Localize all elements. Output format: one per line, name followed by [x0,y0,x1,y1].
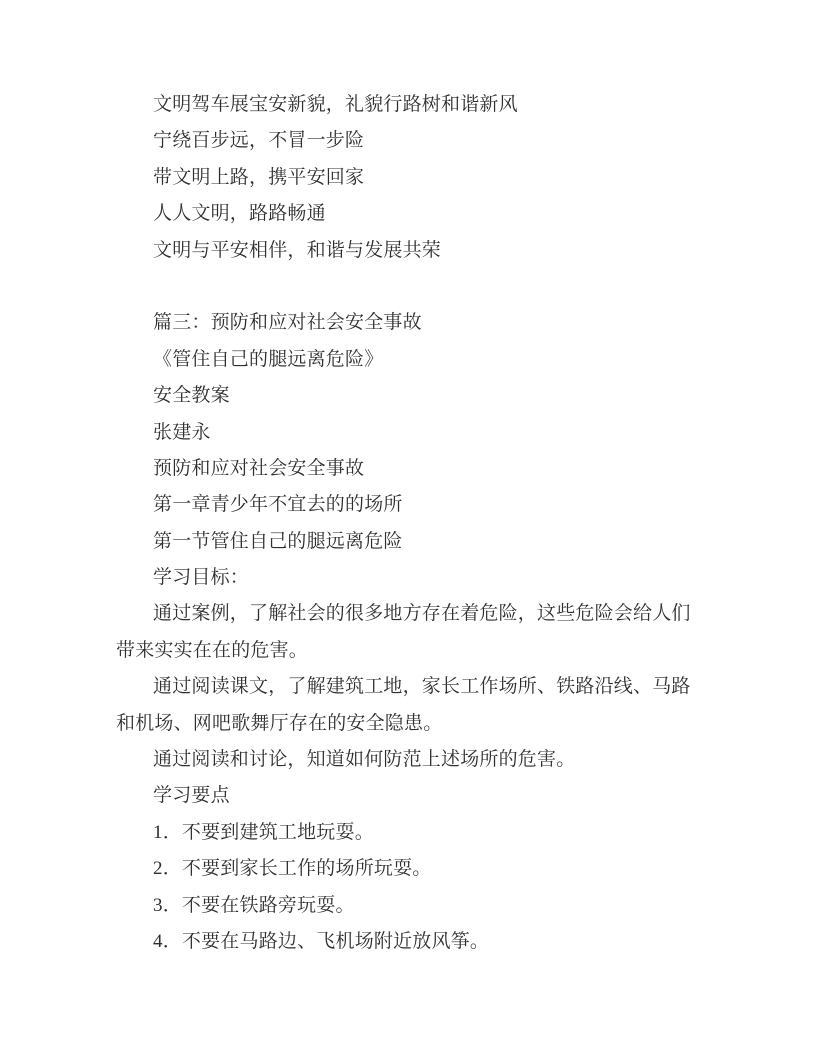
learning-goals-label: 学习目标： [153,567,250,589]
goal-paragraph-2-line-2: 和机场、网吧歌舞厅存在的安全隐患。 [116,712,443,734]
goal-paragraph-1-line-2: 带来实实在在的危害。 [116,639,309,661]
slogan-line-4: 人人文明，路路畅通 [153,203,326,225]
goal-paragraph-1-line-1: 通过案例，了解社会的很多地方存在着危险，这些危险会给人们 [153,603,691,625]
lesson-plan-label: 安全教案 [153,385,230,407]
list-item-1: 1．不要到建筑工地玩耍。 [153,821,374,843]
section3-heading: 篇三：预防和应对社会安全事故 [153,312,422,334]
goal-paragraph-3: 通过阅读和讨论，知道如何防范上述场所的危害。 [153,749,576,771]
slogan-line-5: 文明与平安相伴，和谐与发展共荣 [153,239,442,261]
list-item-2: 2．不要到家长工作的场所玩耍。 [153,858,432,880]
learning-points-label: 学习要点 [153,785,230,807]
goal-paragraph-2-line-1: 通过阅读课文，了解建筑工地，家长工作场所、铁路沿线、马路 [153,676,691,698]
list-item-4: 4．不要在马路边、飞机场附近放风筝。 [153,930,490,952]
blank-line [116,269,704,305]
chapter-heading: 第一章青少年不宜去的的场所 [153,494,403,516]
lesson-title: 《管住自己的腿远离危险》 [153,348,384,370]
topic-line: 预防和应对社会安全事故 [153,457,365,479]
slogan-line-2: 宁绕百步远，不冒一步险 [153,130,365,152]
section-heading: 第一节管住自己的腿远离危险 [153,530,403,552]
author-name: 张建永 [153,421,211,443]
slogan-line-1: 文明驾车展宝安新貌，礼貌行路树和谐新风 [153,94,518,115]
list-item-3: 3．不要在铁路旁玩耍。 [153,894,355,916]
slogan-line-3: 带文明上路，携平安回家 [153,166,365,188]
